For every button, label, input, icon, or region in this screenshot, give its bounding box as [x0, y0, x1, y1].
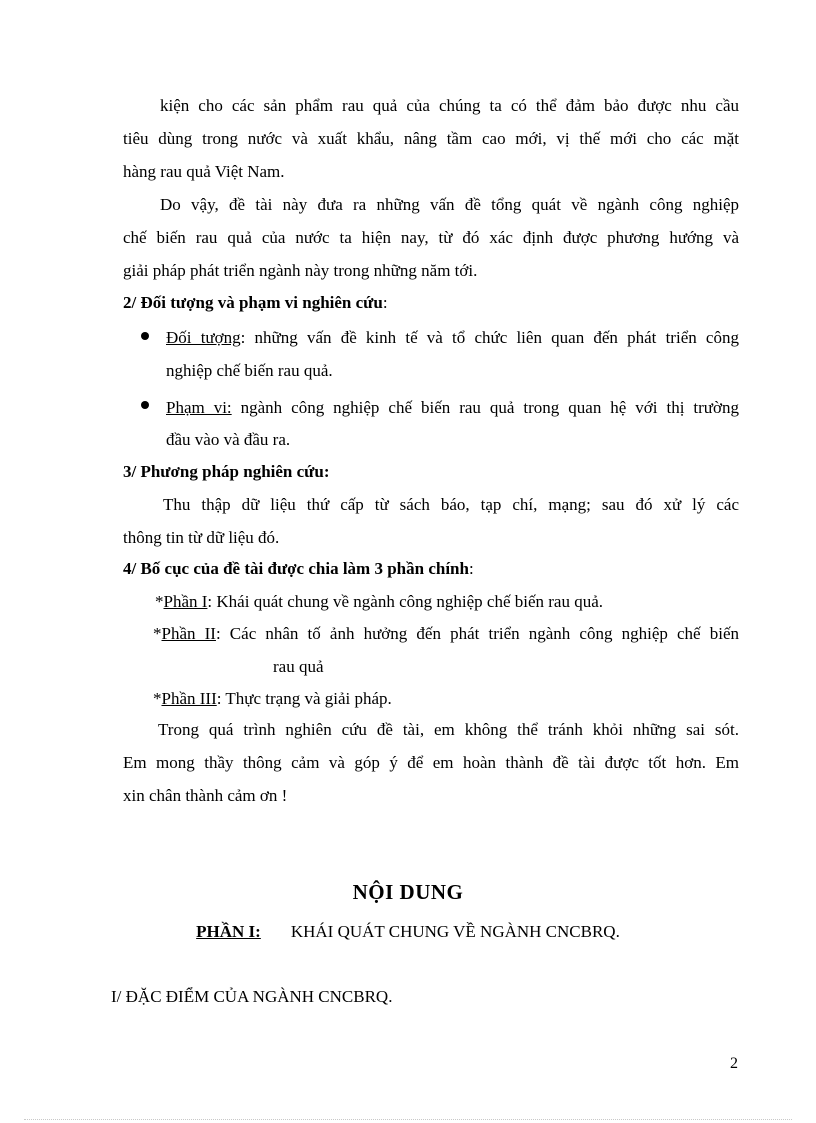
- part-heading: [0, 922, 816, 942]
- bullet-2-text: ngành công nghiệp chế biến rau quả trong quan hệ với thị trường: [231, 398, 740, 417]
- section-4-heading-suffix: :: [468, 559, 474, 578]
- section-2-heading-suffix: :: [382, 293, 388, 312]
- page-bottom-divider: [24, 1119, 792, 1120]
- section-2-heading-text: 2/ Đối tượng và phạm vi nghiên cứu: [123, 293, 383, 312]
- part-3-label: Phần III: [161, 689, 217, 708]
- bullet-1-text: : những vấn đề kinh tế và tổ chức liên quan đến phát triển công: [240, 328, 739, 347]
- bullet-dot-1: [141, 332, 149, 340]
- bullet-2-line-1: [166, 397, 739, 419]
- bullet-1-line-1: [166, 327, 739, 349]
- part-1-line: [155, 591, 739, 613]
- content-title: NỘI DUNG: [352, 880, 464, 904]
- bullet-2-line-2: đầu vào và đầu ra.: [166, 430, 291, 449]
- intro-p1-line-2: tiêu dùng trong nước và xuất khẩu, nâng tầm cao mới, vị thế mới cho các mặt: [123, 129, 739, 148]
- part-heading-label: PHẦN I:: [196, 922, 261, 941]
- intro-p1-line-3: hàng rau quả Việt Nam.: [123, 162, 285, 181]
- section-2-heading: [123, 292, 739, 314]
- part-1-text: : Khái quát chung về ngành công nghiệp chế biến rau quả.: [207, 592, 604, 611]
- part-3-star: *: [153, 689, 162, 708]
- bullet-2-label: Phạm vi:: [166, 398, 232, 417]
- intro-p2-line-2: chế biến rau quả của nước ta hiện nay, từ đó xác định được phương hướng và: [123, 228, 739, 247]
- bullet-1-line-2: nghiệp chế biến rau quả.: [166, 361, 333, 380]
- page-number: 2: [730, 1055, 738, 1072]
- section-3-line-2: thông tin từ dữ liệu đó.: [123, 528, 280, 547]
- part-1-star: *: [155, 592, 164, 611]
- bullet-dot-2: [141, 401, 149, 409]
- part-2-text: : Các nhân tố ảnh hưởng đến phát triển ngành công nghiệp chế biến: [215, 624, 739, 643]
- part-2-label: Phần II: [161, 624, 216, 643]
- intro-p2-line-3: giải pháp phát triển ngành này trong những năm tới.: [123, 261, 478, 280]
- bullet-1-label: Đối tượng: [166, 328, 241, 347]
- section-3-line-1: Thu thập dữ liệu thứ cấp từ sách báo, tạp chí, mạng; sau đó xử lý các: [163, 495, 739, 514]
- closing-line-1: Trong quá trình nghiên cứu đề tài, em không thể tránh khỏi những sai sót.: [158, 720, 739, 739]
- closing-line-2: Em mong thầy thông cảm và góp ý để em hoàn thành đề tài được tốt hơn. Em: [123, 753, 739, 772]
- part-3-line: [153, 688, 739, 710]
- part-2-star: *: [153, 624, 162, 643]
- part-heading-title: KHÁI QUÁT CHUNG VỀ NGÀNH CNCBRQ.: [290, 922, 620, 941]
- intro-p2-line-1: Do vậy, đề tài này đưa ra những vấn đề tổng quát về ngành công nghiệp: [160, 195, 739, 214]
- section-4-heading: [123, 558, 739, 580]
- part-1-label: Phần I: [163, 592, 208, 611]
- closing-line-3: xin chân thành cảm ơn !: [123, 786, 288, 805]
- section-4-heading-text: 4/ Bố cục của đề tài được chia làm 3 phần chính: [123, 559, 469, 578]
- subheading: I/ ĐẶC ĐIỂM CỦA NGÀNH CNCBRQ.: [111, 987, 393, 1006]
- intro-p1-line-1: kiện cho các sản phẩm rau quả của chúng ta có thể đảm bảo được nhu cầu: [160, 96, 739, 115]
- part-2-line: [153, 623, 739, 645]
- part-2-line-2: rau quả: [273, 657, 324, 676]
- part-3-text: : Thực trạng và giải pháp.: [216, 689, 392, 708]
- section-3-heading: 3/ Phương pháp nghiên cứu:: [123, 462, 330, 481]
